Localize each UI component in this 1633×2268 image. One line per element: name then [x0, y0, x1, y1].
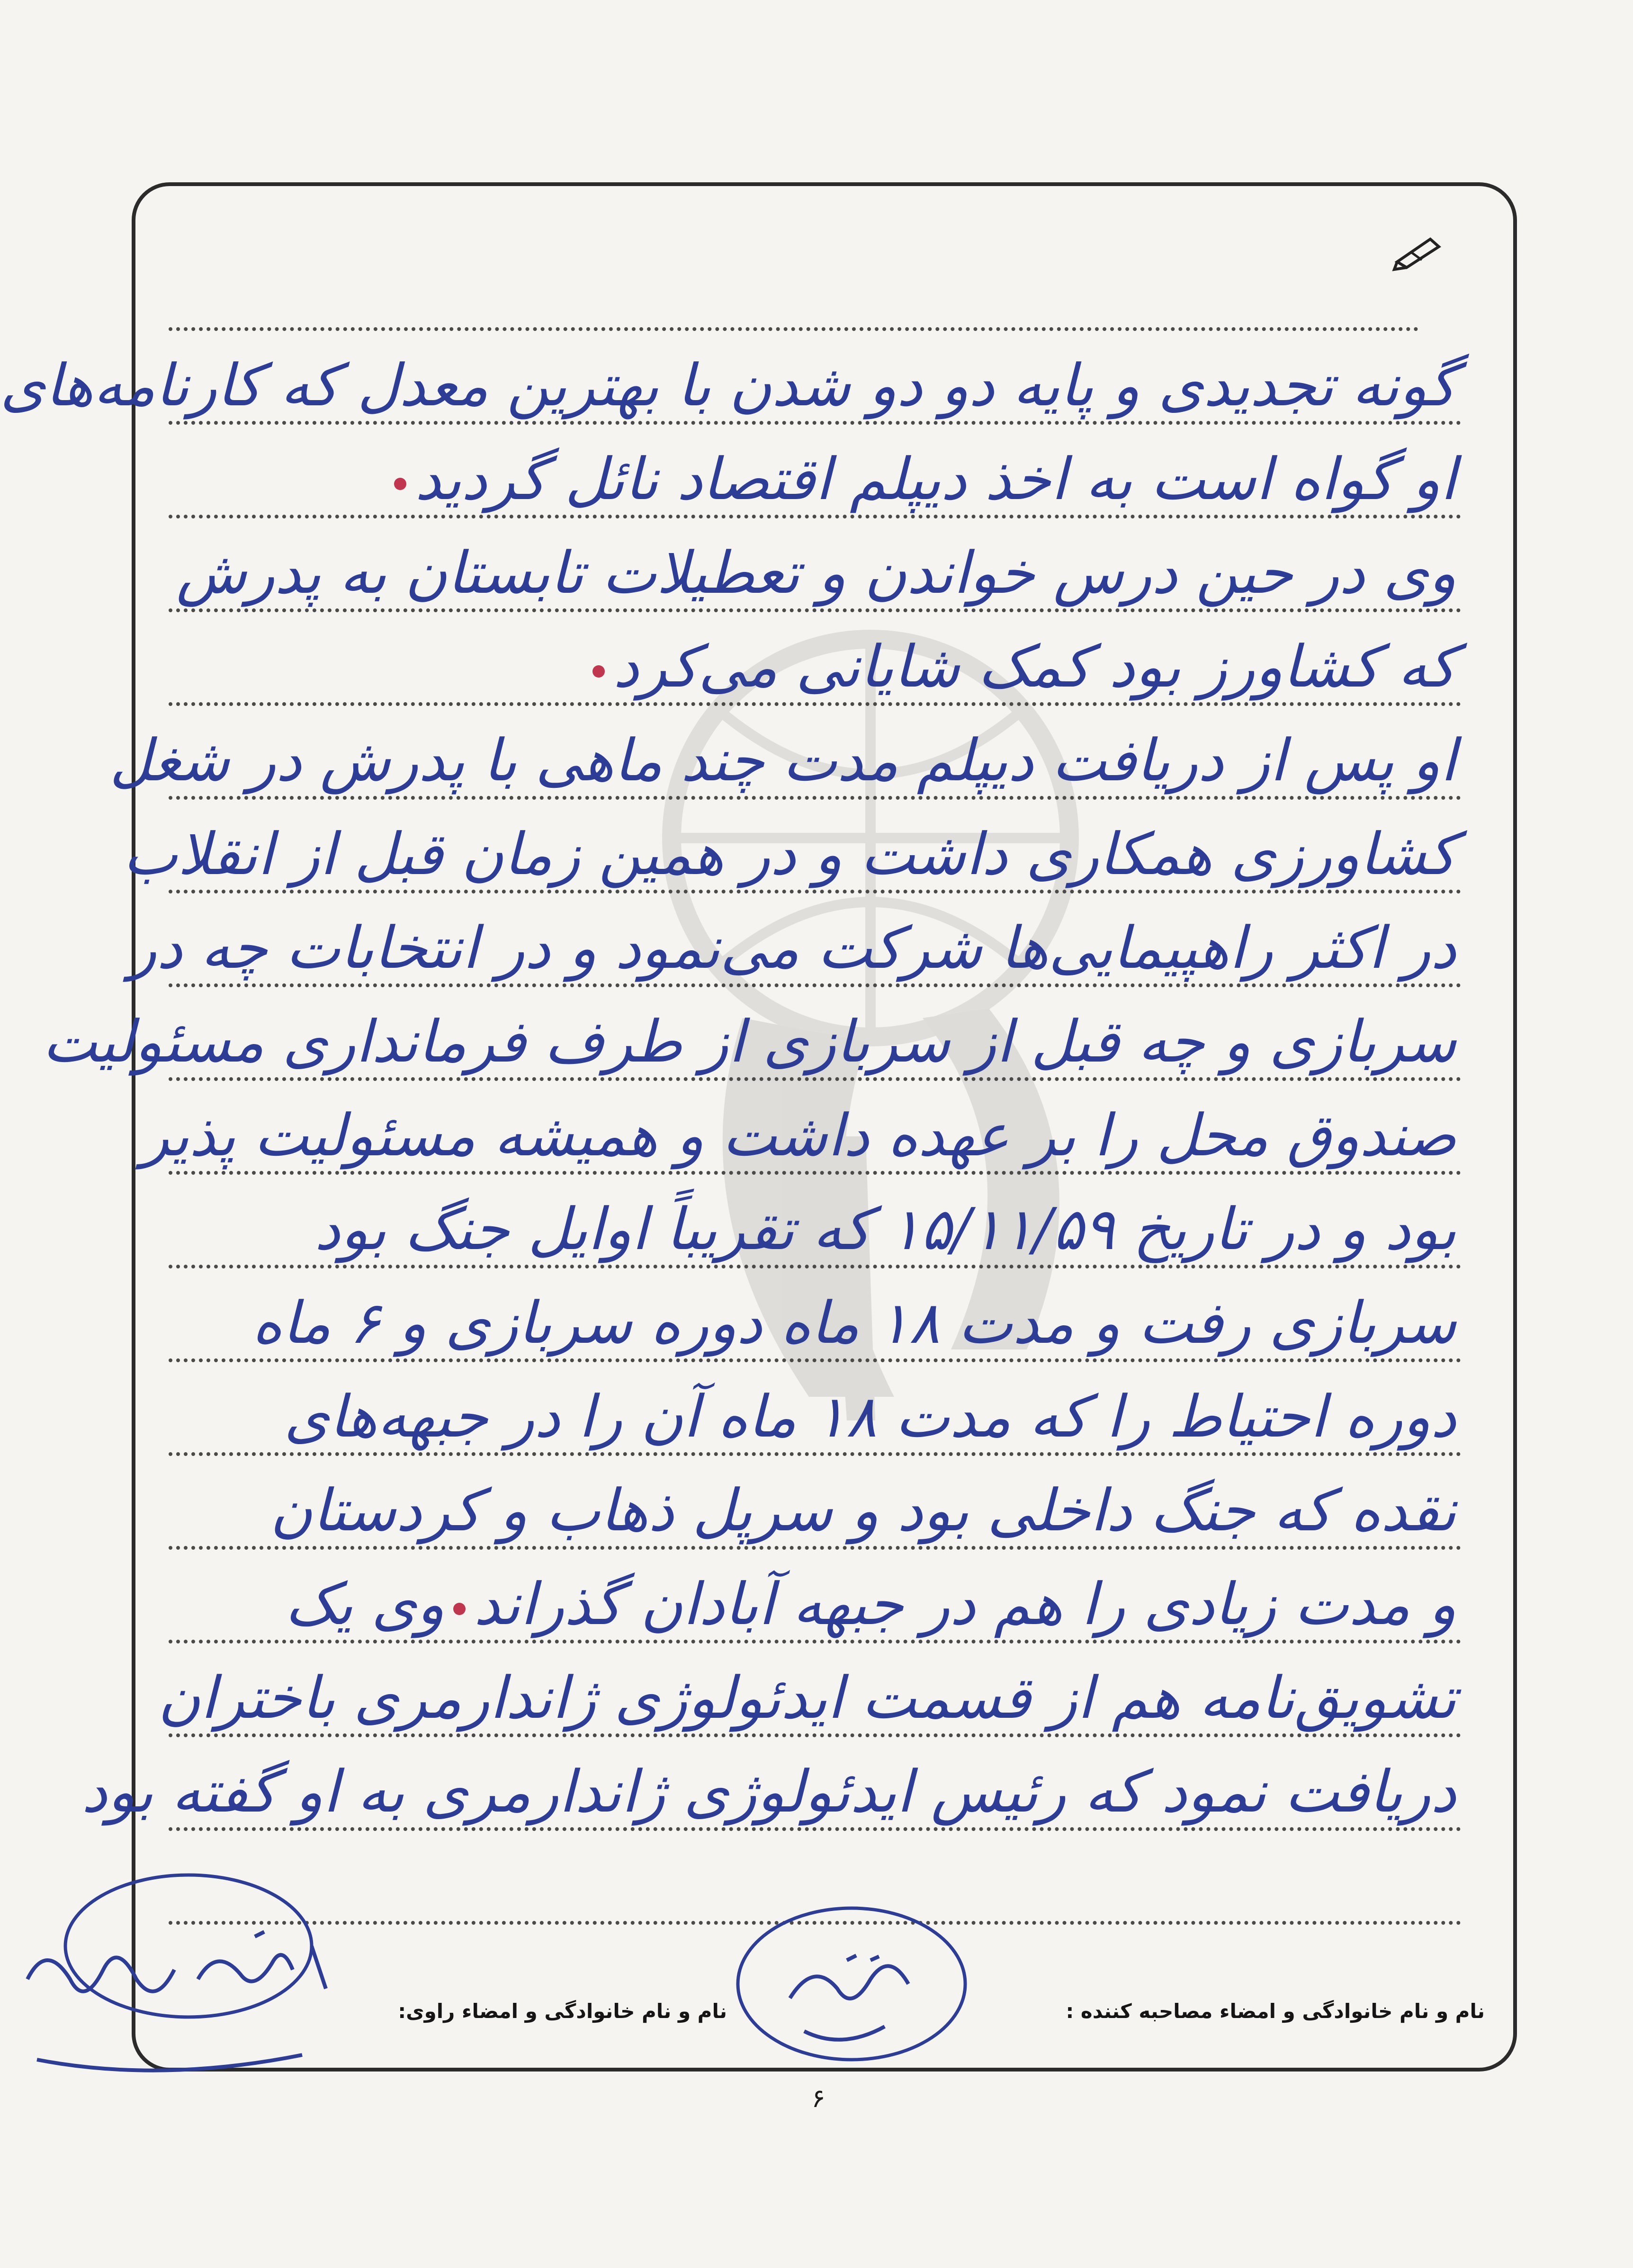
- ruled-line: [169, 1077, 1461, 1081]
- ruled-line: [169, 608, 1461, 612]
- handwritten-text: او گواه است به اخذ دیپلم اقتصاد نائل گردید: [415, 446, 1456, 513]
- handwritten-line: [178, 1564, 1456, 1644]
- ruled-line: [169, 1358, 1461, 1362]
- period-dot: [592, 665, 605, 678]
- ruled-line: [169, 421, 1461, 425]
- page-number: ۶: [811, 2083, 825, 2113]
- handwritten-line: [178, 1189, 1456, 1269]
- handwritten-line: [123, 814, 1456, 894]
- handwritten-text-tail: وی یک: [285, 1571, 445, 1638]
- ruled-line: [169, 1827, 1461, 1831]
- ruled-line: [169, 796, 1461, 800]
- handwritten-text: صندوق محل را بر عهده داشت و همیشه مسئولیت پذیر: [141, 1102, 1456, 1169]
- handwritten-text: سربازی رفت و مدت ۱۸ ماه دوره سربازی و ۶ ماه: [252, 1289, 1456, 1357]
- handwritten-line: [81, 1751, 1456, 1832]
- handwritten-line: [158, 1658, 1456, 1738]
- page-frame: [0, 182, 1517, 2072]
- handwritten-text: بود و در تاریخ ۱۵/۱۱/۵۹ که تقریباً اوایل جنگ بود: [314, 1196, 1456, 1263]
- handwritten-line: [178, 439, 1456, 519]
- handwritten-text: تشویق‌نامه هم از قسمت ایدئولوژی ژاندارمری باختران: [158, 1664, 1456, 1732]
- handwritten-text: کشاورزی همکاری داشت و در همین زمان قبل از انقلاب: [123, 821, 1456, 888]
- ruled-line: [169, 515, 1461, 518]
- period-dot: [394, 478, 406, 490]
- ruled-line: [169, 1640, 1461, 1643]
- handwritten-line: [178, 626, 1456, 707]
- handwritten-text: در اکثر راهپیمایی‌ها شرکت می‌نمود و در انتخابات چه در: [128, 914, 1456, 982]
- handwritten-text: و مدت زیادی را هم در جبهه آبادان گذراند: [474, 1571, 1456, 1638]
- ruled-line: [169, 702, 1461, 706]
- ruled-lines-area: [0, 262, 1461, 1938]
- narrator-label: نام و نام خانوادگی و امضاء راوی:: [398, 2000, 727, 2023]
- ruled-line: [169, 983, 1461, 987]
- handwritten-text: سربازی و چه قبل از سربازی از طرف فرمانداری مسئولیت: [42, 1008, 1456, 1075]
- handwritten-text: گونه تجدیدی و پایه دو دو شدن با بهترین معدل که کارنامه‌های: [0, 352, 1456, 419]
- handwritten-text: دریافت نمود که رئیس ایدئولوژی ژاندارمری به او گفته بود: [81, 1758, 1456, 1825]
- ruled-line: [169, 1921, 1461, 1925]
- ruled-line: [169, 890, 1461, 893]
- handwritten-line: [178, 533, 1456, 613]
- ruled-line: [169, 1452, 1461, 1456]
- handwritten-line: [178, 1283, 1456, 1363]
- handwritten-text: نقده که جنگ داخلی بود و سرپل ذهاب و کردستان: [270, 1477, 1456, 1544]
- handwritten-line: [178, 1376, 1456, 1457]
- handwritten-line: [141, 1095, 1456, 1176]
- handwritten-line: [178, 1470, 1456, 1551]
- handwritten-line: [109, 720, 1456, 801]
- interviewer-label: نام و نام خانوادگی و امضاء مصاحبه کننده :: [1066, 2000, 1485, 2023]
- ruled-line: [169, 1733, 1461, 1737]
- handwritten-text: او پس از دریافت دیپلم مدت چند ماهی با پدرش در شغل: [109, 727, 1456, 794]
- ruled-line: [169, 1265, 1461, 1268]
- handwritten-line: [42, 1001, 1456, 1082]
- ruled-line: [169, 1171, 1461, 1175]
- handwritten-text: وی در حین درس خواندن و تعطیلات تابستان به پدرش: [176, 539, 1456, 607]
- handwritten-text: دوره احتیاط را که مدت ۱۸ ماه آن را در جبهه‌های: [284, 1383, 1456, 1450]
- period-dot: [453, 1603, 466, 1615]
- handwritten-line: [128, 908, 1456, 988]
- handwritten-line: [0, 345, 1456, 426]
- ruled-line: [169, 1546, 1461, 1550]
- ruled-line: [169, 327, 1418, 331]
- handwritten-text: که کشاورز بود کمک شایانی می‌کرد: [613, 633, 1456, 700]
